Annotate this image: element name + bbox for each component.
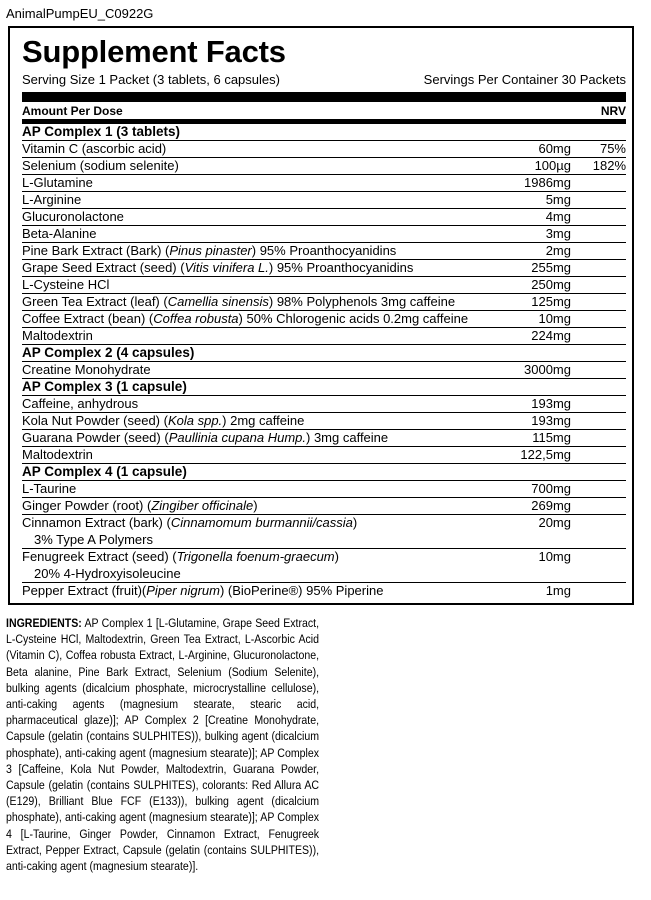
nutrient-name-text: Guarana Powder (seed) ( <box>22 430 169 445</box>
nutrient-amount: 122,5mg <box>520 447 571 462</box>
nutrient-latin-name: Trigonella foenum-graecum <box>176 549 335 564</box>
nutrient-row <box>22 498 626 515</box>
nutrient-name-suffix: ) 95% Proanthocyanidins <box>251 243 397 258</box>
complex-header: AP Complex 1 (3 tablets) <box>22 124 626 141</box>
nutrient-row <box>22 141 626 158</box>
nutrient-latin-name: Piper nigrum <box>146 583 220 598</box>
nutrient-row <box>22 260 626 277</box>
nutrient-latin-name: Vitis vinifera L. <box>184 260 269 275</box>
nutrient-latin-name: Coffea robusta <box>153 311 239 326</box>
nutrient-name-text: Maltodextrin <box>22 328 93 343</box>
nutrient-amount: 10mg <box>538 311 571 326</box>
nutrient-row <box>22 226 626 243</box>
nutrient-row <box>22 277 626 294</box>
ingredients-label: INGREDIENTS: <box>6 616 82 630</box>
supplement-facts-panel <box>8 26 634 605</box>
nutrient-name <box>22 362 151 378</box>
nutrient-row <box>22 175 626 192</box>
nutrient-name <box>22 515 357 531</box>
nrv-header: NRV <box>600 104 626 118</box>
complex-header: AP Complex 4 (1 capsule) <box>22 464 626 481</box>
nutrient-name <box>22 328 93 344</box>
nutrient-amount: 224mg <box>531 328 571 343</box>
nutrient-name <box>22 396 138 412</box>
nutrient-name-text: Grape Seed Extract (seed) ( <box>22 260 185 275</box>
nutrient-name <box>22 583 383 599</box>
nutrient-name <box>22 277 109 293</box>
nutrient-name <box>22 209 124 225</box>
nutrient-row <box>22 515 626 549</box>
nutrient-name-suffix: ) 95% Proanthocyanidins <box>268 260 414 275</box>
nutrient-name-text: Beta-Alanine <box>22 226 97 241</box>
serving-info <box>22 72 626 87</box>
nutrient-amount: 20mg <box>538 515 571 530</box>
nutrient-name-text: Cinnamon Extract (bark) ( <box>22 515 171 530</box>
panel-title: Supplement Facts <box>22 34 286 69</box>
nutrient-name <box>22 175 93 191</box>
nutrient-amount: 1986mg <box>524 175 571 190</box>
nutrient-name-text: Pepper Extract (fruit)( <box>22 583 147 598</box>
nutrient-amount: 3mg <box>545 226 571 241</box>
nutrient-amount: 1mg <box>545 583 571 598</box>
servings-per-container: Servings Per Container 30 Packets <box>423 72 626 87</box>
nutrient-row <box>22 583 626 600</box>
nutrient-name <box>22 430 388 446</box>
thick-divider <box>22 92 626 102</box>
ingredients-block <box>6 615 319 874</box>
nutrient-name-text: Ginger Powder (root) ( <box>22 498 152 513</box>
nutrient-name-text: Fenugreek Extract (seed) ( <box>22 549 177 564</box>
nutrient-standardization: 20% 4-Hydroxyisoleucine <box>34 566 181 581</box>
nutrient-name-text: Maltodextrin <box>22 447 93 462</box>
nutrient-latin-name: Zingiber officinale <box>151 498 254 513</box>
nutrient-name <box>22 498 258 514</box>
nutrient-name-text: Caffeine, anhydrous <box>22 396 139 411</box>
nutrient-latin-name: Paullinia cupana Hump. <box>168 430 306 445</box>
nutrient-row <box>22 294 626 311</box>
nutrient-name-text: Vitamin C (ascorbic acid) <box>22 141 167 156</box>
document-id: AnimalPumpEU_C0922G <box>6 6 154 21</box>
nutrient-row <box>22 481 626 498</box>
nutrient-name-text: Pine Bark Extract (Bark) ( <box>22 243 170 258</box>
nutrient-name <box>22 481 76 497</box>
complex-header: AP Complex 3 (1 capsule) <box>22 379 626 396</box>
nutrient-row <box>22 396 626 413</box>
nutrient-name-text: Kola Nut Powder (seed) ( <box>22 413 168 428</box>
nutrient-latin-name: Kola spp. <box>167 413 223 428</box>
nutrient-name-text: L-Cysteine HCl <box>22 277 110 292</box>
nutrient-amount: 193mg <box>531 413 571 428</box>
nutrient-name-text: Creatine Monohydrate <box>22 362 151 377</box>
nutrient-name <box>22 226 96 242</box>
nutrient-name <box>22 549 339 565</box>
complex-header: AP Complex 2 (4 capsules) <box>22 345 626 362</box>
nutrient-latin-name: Cinnamomum burmannii/cassia <box>170 515 353 530</box>
nutrient-name-suffix: ) 2mg caffeine <box>222 413 305 428</box>
nutrient-amount: 255mg <box>531 260 571 275</box>
nutrient-amount: 60mg <box>538 141 571 156</box>
nutrient-row <box>22 192 626 209</box>
nutrient-name-text: Green Tea Extract (leaf) ( <box>22 294 168 309</box>
nutrient-name-suffix: ) <box>253 498 258 513</box>
nutrient-name <box>22 192 81 208</box>
nutrient-amount: 5mg <box>545 192 571 207</box>
nutrient-amount: 2mg <box>545 243 571 258</box>
nutrient-amount: 193mg <box>531 396 571 411</box>
nutrient-amount: 3000mg <box>524 362 571 377</box>
nutrient-name <box>22 294 455 310</box>
nutrient-row <box>22 447 626 464</box>
nutrient-name <box>22 447 93 463</box>
facts-rows <box>22 124 626 600</box>
nutrient-amount: 4mg <box>545 209 571 224</box>
nutrient-name-text: Coffee Extract (bean) ( <box>22 311 154 326</box>
nutrient-row <box>22 549 626 583</box>
nutrient-row <box>22 413 626 430</box>
nutrient-name <box>22 243 396 259</box>
nutrient-row <box>22 311 626 328</box>
nutrient-name-suffix: ) <box>334 549 339 564</box>
ingredients-text: AP Complex 1 [L-Glutamine, Grape Seed Extract, L-Cysteine HCl, Maltodextrin, Green Tea Extract, L-Ascorbic Acid (Vitamin C), Coffea robusta Extract, L-Arginine, Glucuronolactone, Beta alanine, Pine Bark Extract, Selenium (Sodium Selenite), bulking agents (dicalcium phosphate, microcrystalline cellulose), anti-caking agents (magnesium stearate, stearic acid, pharmaceutical glaze)]; AP Complex 2 [Creatine Monohydrate, Capsule (gelatin (contains SULPHITES)), bulking agent (dicalcium phosphate), anti-caking agent (magnesium stearate)]; AP Complex 3 [Caffeine, Kola Nut Powder, Maltodextrin, Guarana Powder, Capsule (gelatin (contains SULPHITES), colorants: Red Allura AC (E129), Brilliant Blue FCF (E133)), bulking agent (dicalcium phosphate), anti-caking agent (magnesium stearate)]; AP Complex 4 [L-Taurine, Ginger Powder, Cinnamon Extract, Fenugreek Extract, Pepper Extract, Capsule (gelatin (contains SULPHITES)), anti-caking agent (magnesium stearate)]. <box>6 616 320 874</box>
nutrient-row <box>22 362 626 379</box>
nutrient-name-text: L-Arginine <box>22 192 82 207</box>
nutrient-nrv: 75% <box>599 141 626 156</box>
nutrient-name-suffix: ) (BioPerine®) 95% Piperine <box>219 583 384 598</box>
nutrient-name-suffix: ) 50% Chlorogenic acids 0.2mg caffeine <box>238 311 469 326</box>
nutrient-standardization: 3% Type A Polymers <box>34 532 153 547</box>
nutrient-name <box>22 158 179 174</box>
nutrient-row <box>22 158 626 175</box>
nutrient-name <box>22 260 413 276</box>
nutrient-amount: 700mg <box>531 481 571 496</box>
nutrient-row <box>22 209 626 226</box>
nutrient-row <box>22 243 626 260</box>
nutrient-name-suffix: ) 98% Polyphenols 3mg caffeine <box>268 294 456 309</box>
nutrient-name-text: L-Glutamine <box>22 175 93 190</box>
nutrient-amount: 10mg <box>538 549 571 564</box>
nutrient-row <box>22 328 626 345</box>
nutrient-name-suffix: ) <box>352 515 358 530</box>
nutrient-name-suffix: ) 3mg caffeine <box>306 430 389 445</box>
column-headers <box>22 104 626 118</box>
nutrient-amount: 100µg <box>534 158 571 173</box>
nutrient-name-text: Selenium (sodium selenite) <box>22 158 179 173</box>
serving-size: Serving Size 1 Packet (3 tablets, 6 capsules) <box>22 72 280 87</box>
nutrient-latin-name: Camellia sinensis <box>167 294 269 309</box>
nutrient-name <box>22 311 468 327</box>
nutrient-amount: 115mg <box>532 430 571 445</box>
nutrient-name <box>22 413 304 429</box>
nutrient-amount: 269mg <box>531 498 571 513</box>
nutrient-latin-name: Pinus pinaster <box>169 243 252 258</box>
nutrient-name-text: L-Taurine <box>22 481 77 496</box>
nutrient-amount: 250mg <box>531 277 571 292</box>
nutrient-name-text: Glucuronolactone <box>22 209 124 224</box>
amount-per-dose-header: Amount Per Dose <box>22 104 123 118</box>
nutrient-row <box>22 430 626 447</box>
nutrient-amount: 125mg <box>531 294 571 309</box>
nutrient-nrv: 182% <box>592 158 626 173</box>
nutrient-name <box>22 141 166 157</box>
